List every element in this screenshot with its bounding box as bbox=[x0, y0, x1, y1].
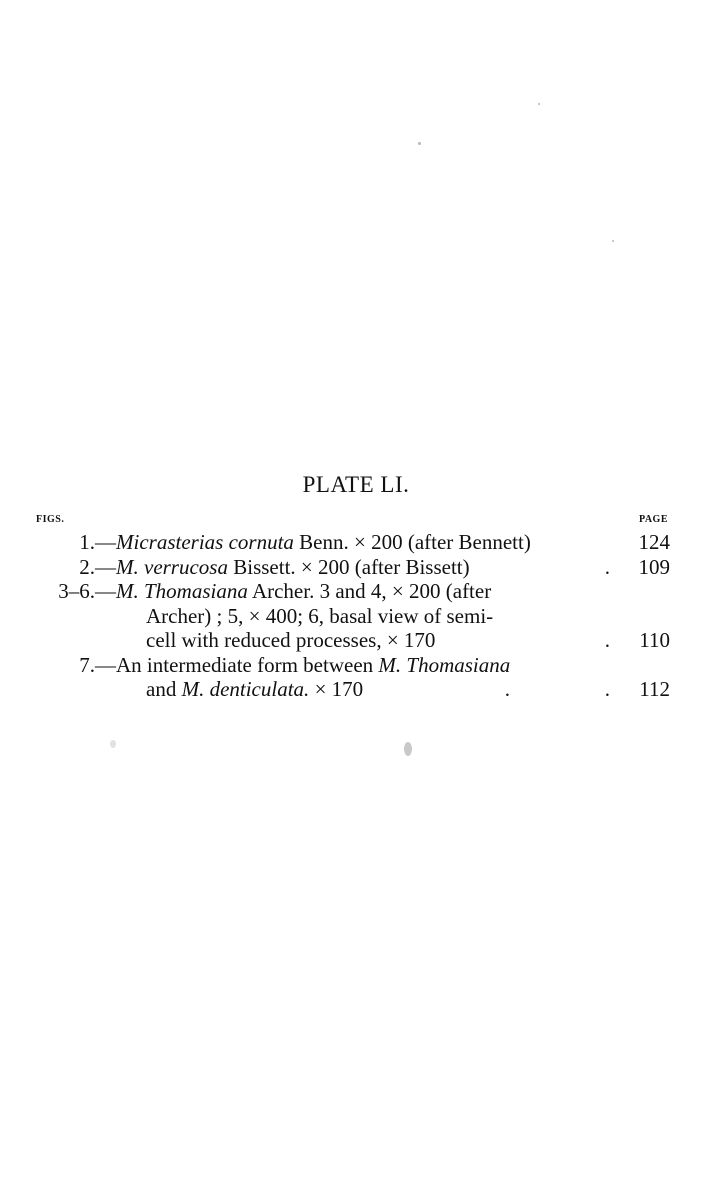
description-line bbox=[116, 604, 626, 629]
leader-dot: . bbox=[604, 677, 610, 701]
figure-description bbox=[116, 530, 626, 555]
page-column-header: PAGE bbox=[638, 514, 668, 525]
paper-speck bbox=[110, 740, 116, 748]
description-line bbox=[116, 530, 626, 555]
description-text: and bbox=[146, 677, 182, 701]
description-text: Archer) ; 5, × 400; 6, basal view of semi- bbox=[146, 603, 494, 628]
figure-number: 1.— bbox=[79, 530, 116, 554]
leader-dot: . bbox=[604, 628, 610, 652]
description-line bbox=[116, 579, 626, 604]
page-number: 109 bbox=[638, 554, 670, 579]
page-number: 112 bbox=[639, 677, 670, 701]
description-line bbox=[116, 653, 626, 678]
figure-entry bbox=[30, 530, 670, 555]
description-line bbox=[116, 628, 626, 653]
taxon-name: M. verrucosa bbox=[116, 554, 228, 579]
figure-entry bbox=[30, 653, 670, 702]
paper-speck bbox=[538, 103, 540, 105]
figure-list bbox=[30, 530, 670, 702]
taxon-name: M. Thomasiana bbox=[116, 579, 248, 603]
description-text: Bissett. × 200 (after Bissett) bbox=[227, 554, 470, 579]
figure-description bbox=[116, 579, 626, 653]
figure-number: 3–6.— bbox=[58, 579, 116, 603]
figure-description bbox=[116, 555, 626, 580]
paper-speck bbox=[404, 742, 412, 756]
description-line bbox=[116, 677, 626, 702]
page-number: 124 bbox=[638, 530, 670, 554]
plate-title: PLATE LI. bbox=[302, 472, 410, 497]
leader-dot: . bbox=[504, 677, 510, 701]
description-line bbox=[116, 555, 626, 580]
leader-dot: . bbox=[604, 554, 610, 579]
description-text: Benn. × 200 (after Bennett) bbox=[293, 530, 531, 554]
figure-number: 2.— bbox=[79, 554, 116, 579]
description-text: Archer. 3 and 4, × 200 (after bbox=[247, 579, 492, 603]
description-text: × 170 bbox=[309, 677, 364, 701]
figure-description bbox=[116, 653, 626, 702]
description-text: An intermediate form between bbox=[116, 652, 379, 677]
figure-entry bbox=[30, 555, 670, 580]
paper-speck bbox=[612, 240, 614, 242]
taxon-name: M. Thomasiana bbox=[378, 652, 511, 677]
paper-speck bbox=[418, 142, 421, 145]
page-number: 110 bbox=[639, 628, 670, 652]
description-text: cell with reduced processes, × 170 bbox=[146, 628, 436, 652]
taxon-name: Micrasterias cornuta bbox=[116, 530, 294, 554]
taxon-name: M. denticulata. bbox=[181, 677, 310, 701]
figs-column-header: FIGS. bbox=[36, 514, 65, 525]
figure-entry bbox=[30, 579, 670, 653]
figure-number: 7.— bbox=[79, 652, 116, 677]
